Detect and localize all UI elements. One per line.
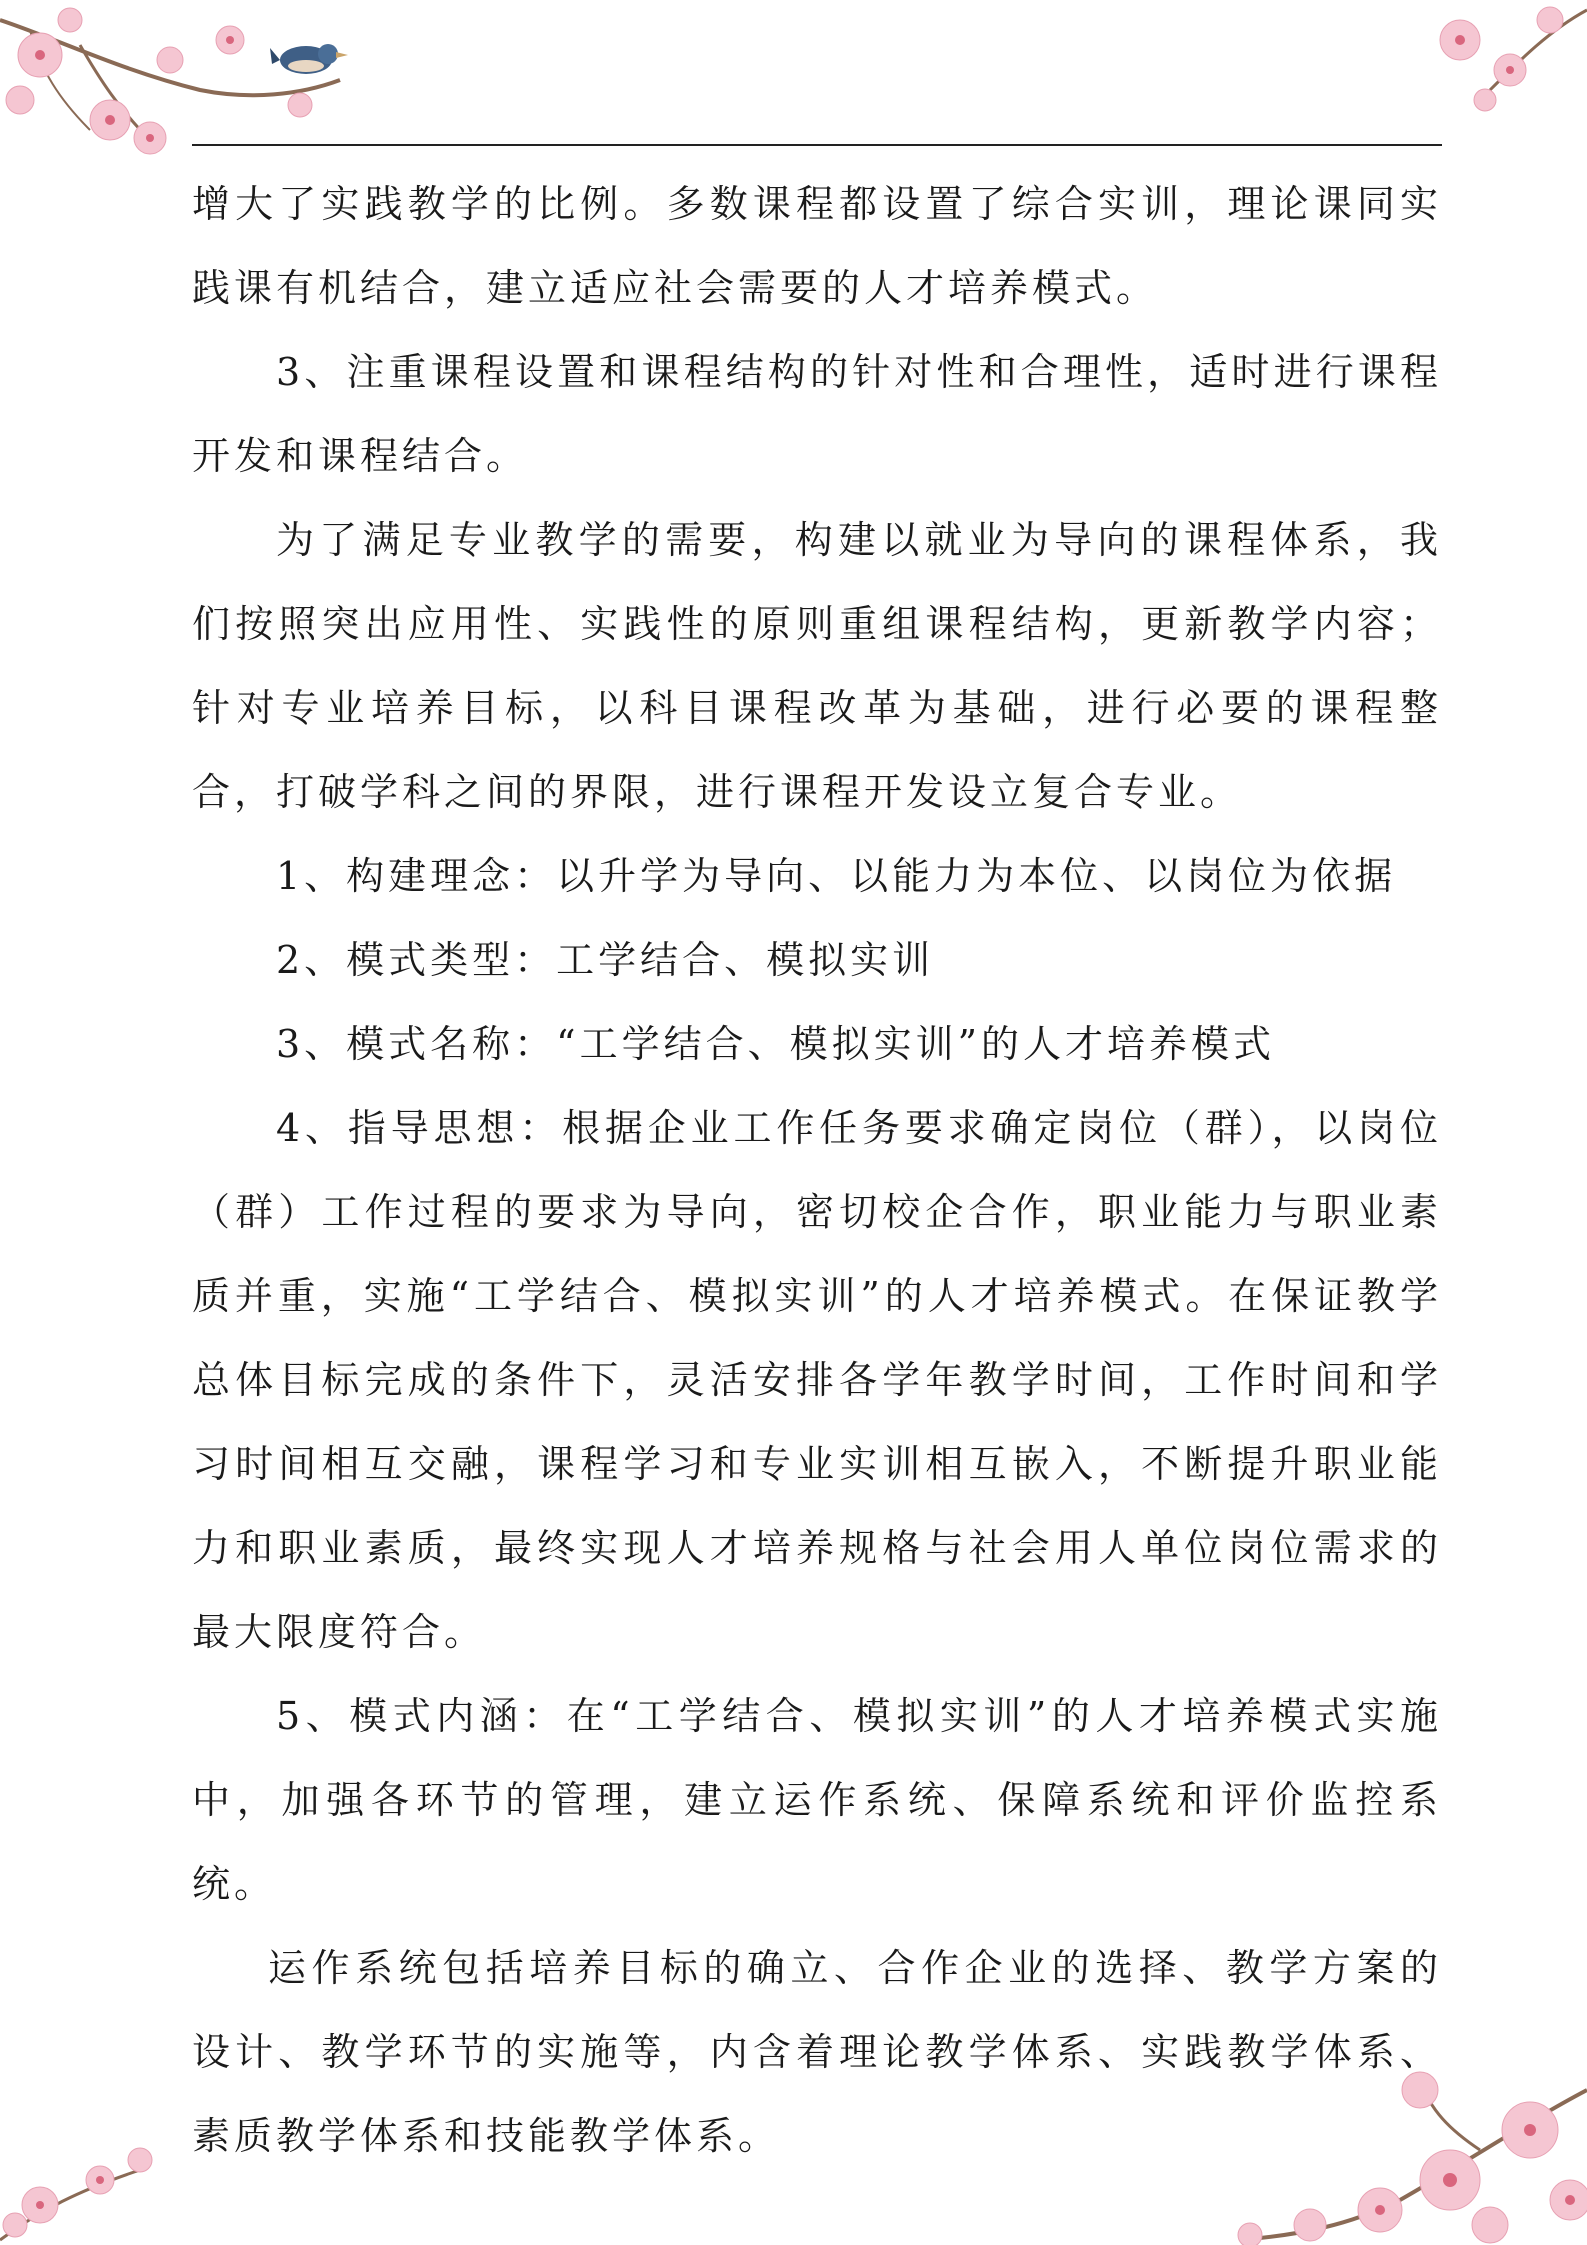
paragraph: 3、模式名称：“工学结合、模拟实训”的人才培养模式 xyxy=(276,1022,1276,1066)
cherry-blossom-bottom-left xyxy=(0,2120,200,2245)
cherry-blossom-top-right xyxy=(1400,0,1587,130)
paragraph: 为了满足专业教学的需要，构建以就业为导向的课程体系，我们按照突出应用性、实践性的原则重组课程结构，更新教学内容；针对专业培养目标，以科目课程改革为基础，进行必要的课程整合，打破学科之间的界限，进行课程开发设立复合专业。 xyxy=(192,518,1442,814)
paragraph: 4、指导思想：根据企业工作任务要求确定岗位（群），以岗位（群）工作过程的要求为导向，密切校企合作，职业能力与职业素质并重，实施“工学结合、模拟实训”的人才培养模式。在保证教学总体目标完成的条件下，灵活安排各学年教学时间，工作时间和学习时间相互交融，课程学习和专业实训相互嵌入，不断提升职业能力和职业素质，最终实现人才培养规格与社会用人单位岗位需求的最大限度符合。 xyxy=(192,1106,1442,1654)
paragraph: 5、模式内涵：在“工学结合、模拟实训”的人才培养模式实施中，加强各环节的管理，建立运作系统、保障系统和评价监控系统。 xyxy=(192,1694,1442,1906)
paragraph: 1、构建理念：以升学为导向、以能力为本位、以岗位为依据 xyxy=(276,854,1397,898)
paragraph: 增大了实践教学的比例。多数课程都设置了综合实训，理论课同实践课有机结合，建立适应社会需要的人才培养模式。 xyxy=(192,182,1442,310)
paragraph: 2、模式类型：工学结合、模拟实训 xyxy=(276,938,935,982)
paragraph: 运作系统包括培养目标的确立、合作企业的选择、教学方案的设计、教学环节的实施等，内含着理论教学体系、实践教学体系、素质教学体系和技能教学体系。 xyxy=(192,1946,1442,2158)
header-rule xyxy=(192,144,1442,146)
bird-icon xyxy=(270,30,350,90)
paragraph: 3、注重课程设置和课程结构的针对性和合理性，适时进行课程开发和课程结合。 xyxy=(192,350,1442,478)
document-body xyxy=(192,162,1442,2178)
